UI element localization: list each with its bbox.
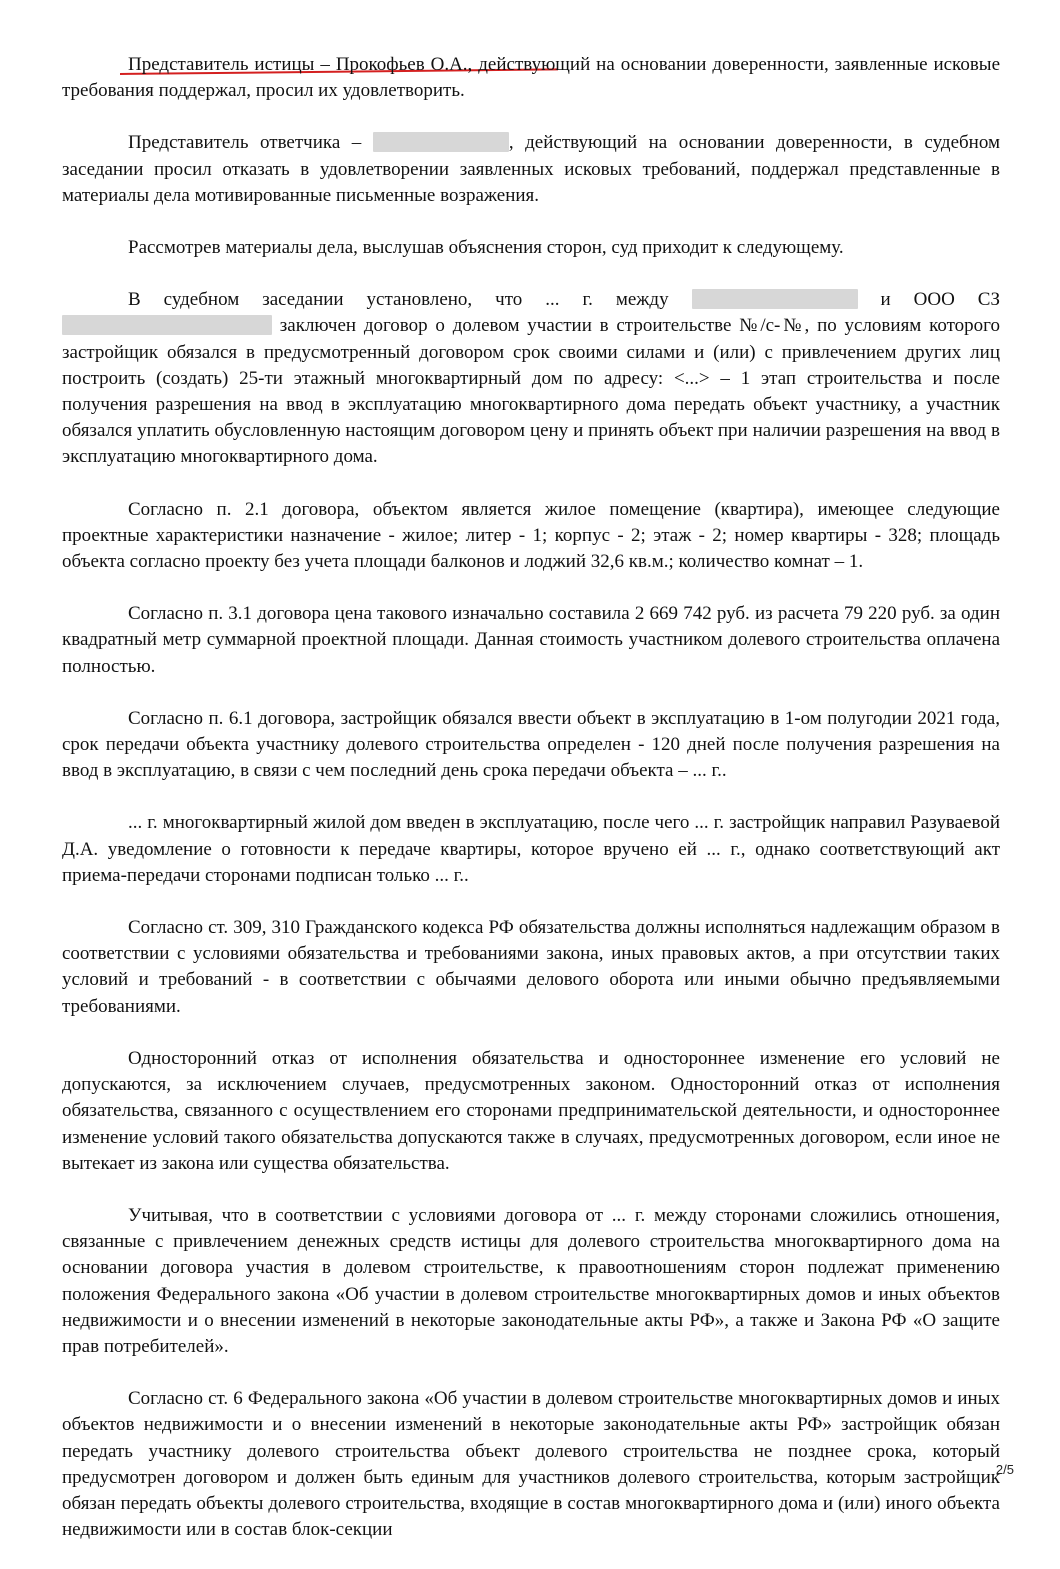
paragraph-contract-established bbox=[62, 287, 1000, 470]
page-number: 2/5 bbox=[995, 1462, 1014, 1477]
paragraph-unilateral-refusal: Односторонний отказ от исполнения обязательства и одностороннее изменение его условий не допускаются, за исключением случаев, предусмотренных законом. Односторонний отказ от исполнения обязательства, связанного с осуществлением его сторонами предпринимательской деятельности, и одностороннее изменение условий такого обязательства допускаются также в случаях, предусмотренных договором, если иное не вытекает из закона или существа обязательства. bbox=[62, 1047, 1000, 1174]
paragraph-clause-6-1: Согласно п. 6.1 договора, застройщик обязался ввести объект в эксплуатацию в 1-ом полугодии 2021 года, срок передачи объекта участнику долевого строительства определен - 120 дней после получения разрешения на ввод в эксплуатацию, в связи с чем последний день срока передачи объекта – ... г.. bbox=[62, 707, 1000, 782]
paragraph-clause-3-1: Согласно п. 3.1 договора цена такового изначально составила 2 669 742 руб. из расчета 79 220 руб. за один квадратный метр суммарной проектной площади. Данная стоимость участником долевого строительства оплачена полностью. bbox=[62, 603, 1000, 677]
redacted-name bbox=[373, 132, 509, 152]
paragraph-commissioning: ... г. многоквартирный жилой дом введен в эксплуатацию, после чего ... г. застройщик направил Разуваевой Д.А. уведомление о готовности к передаче квартиры, которое вручено ей ... г., однако соответствующий акт приема-передачи сторонами подписан только ... г.. bbox=[62, 812, 1000, 886]
paragraph-court-review: Рассмотрев материалы дела, выслушав объяснения сторон, суд приходит к следующему. bbox=[128, 237, 844, 259]
redacted-name bbox=[692, 289, 858, 309]
paragraph-article-6: Согласно ст. 6 Федерального закона «Об участии в долевом строительстве многоквартирных домов и иных объектов недвижимости и о внесении изменений в некоторые законодательные акты РФ» застройщик обязан передать участнику долевого строительства объект долевого строительства не позднее срока, который предусмотрен договором и должен быть единым для участников долевого строительства, которым застройщик обязан передать объекты долевого строительства, входящие в состав многоквартирного дома и (или) иного объекта недвижимости или в состав блок-секции bbox=[62, 1388, 1000, 1541]
text-fragment: и ООО СЗ bbox=[857, 289, 1001, 311]
paragraph-civil-code-309-310: Согласно ст. 309, 310 Гражданского кодекса РФ обязательства должны исполняться надлежащим образом в соответствии с условиями обязательства и требованиями закона, иных правовых актов, а при отсутствии таких условий и требований - в соответствии с обычаями делового оборота или иными обычно предъявляемыми требованиями. bbox=[62, 917, 1000, 1017]
text-fragment: Представитель ответчика – bbox=[128, 132, 373, 154]
text-fragment: заключен договор о долевом участии в строительстве №/с-№, по условиям которого застройщик обязался в предусмотренный договором срок своими силами и (или) с привлечением других лиц построить (создать) 25-ти этажный многоквартирный дом по адресу: <...> – 1 этап строительства и после получения разрешения на ввод в эксплуатацию многоквартирного дома передать объект участнику, а участник обязался уплатить обусловленную настоящим договором цену и принять объект при наличии разрешения на ввод в эксплуатацию многоквартирного дома. bbox=[62, 315, 1000, 468]
redacted-company bbox=[62, 315, 272, 335]
document-body bbox=[62, 52, 1000, 1569]
paragraph-federal-law-applicability: Учитывая, что в соответствии с условиями договора от ... г. между сторонами сложились отношения, связанные с привлечением денежных средств истицы для долевого строительства многоквартирного дома на основании договора участия в долевом строительстве, к правоотношениям сторон подлежат применению положения Федерального закона «Об участии в долевом строительстве многоквартирных домов и иных объектов недвижимости и о внесении изменений в некоторые законодательные акты РФ», а также и Закона РФ «О защите прав потребителей». bbox=[62, 1204, 1000, 1357]
paragraph-clause-2-1: Согласно п. 2.1 договора, объектом является жилое помещение (квартира), имеющее следующие проектные характеристики назначение - жилое; литер - 1; корпус - 2; этаж - 2; номер квартиры - 328; площадь объекта согласно проекту без учета площади балконов и лоджий 32,6 кв.м.; количество комнат – 1. bbox=[62, 498, 1000, 573]
paragraph-representative-defendant bbox=[62, 130, 1000, 209]
text-fragment: В судебном заседании установлено, что ... г. между bbox=[128, 289, 692, 311]
text-fragment: , действующий на основании доверенности, в судебном заседании просил отказать в удовлетворении заявленных исковых требований, поддержал представленные в материалы дела мотивированные письменные возражения. bbox=[62, 132, 1001, 206]
paragraph-representative-plaintiff: Представитель истицы – Прокофьев О.А., действующий на основании доверенности, заявленные исковые требования поддержал, просил их удовлетворить. bbox=[62, 54, 1000, 102]
